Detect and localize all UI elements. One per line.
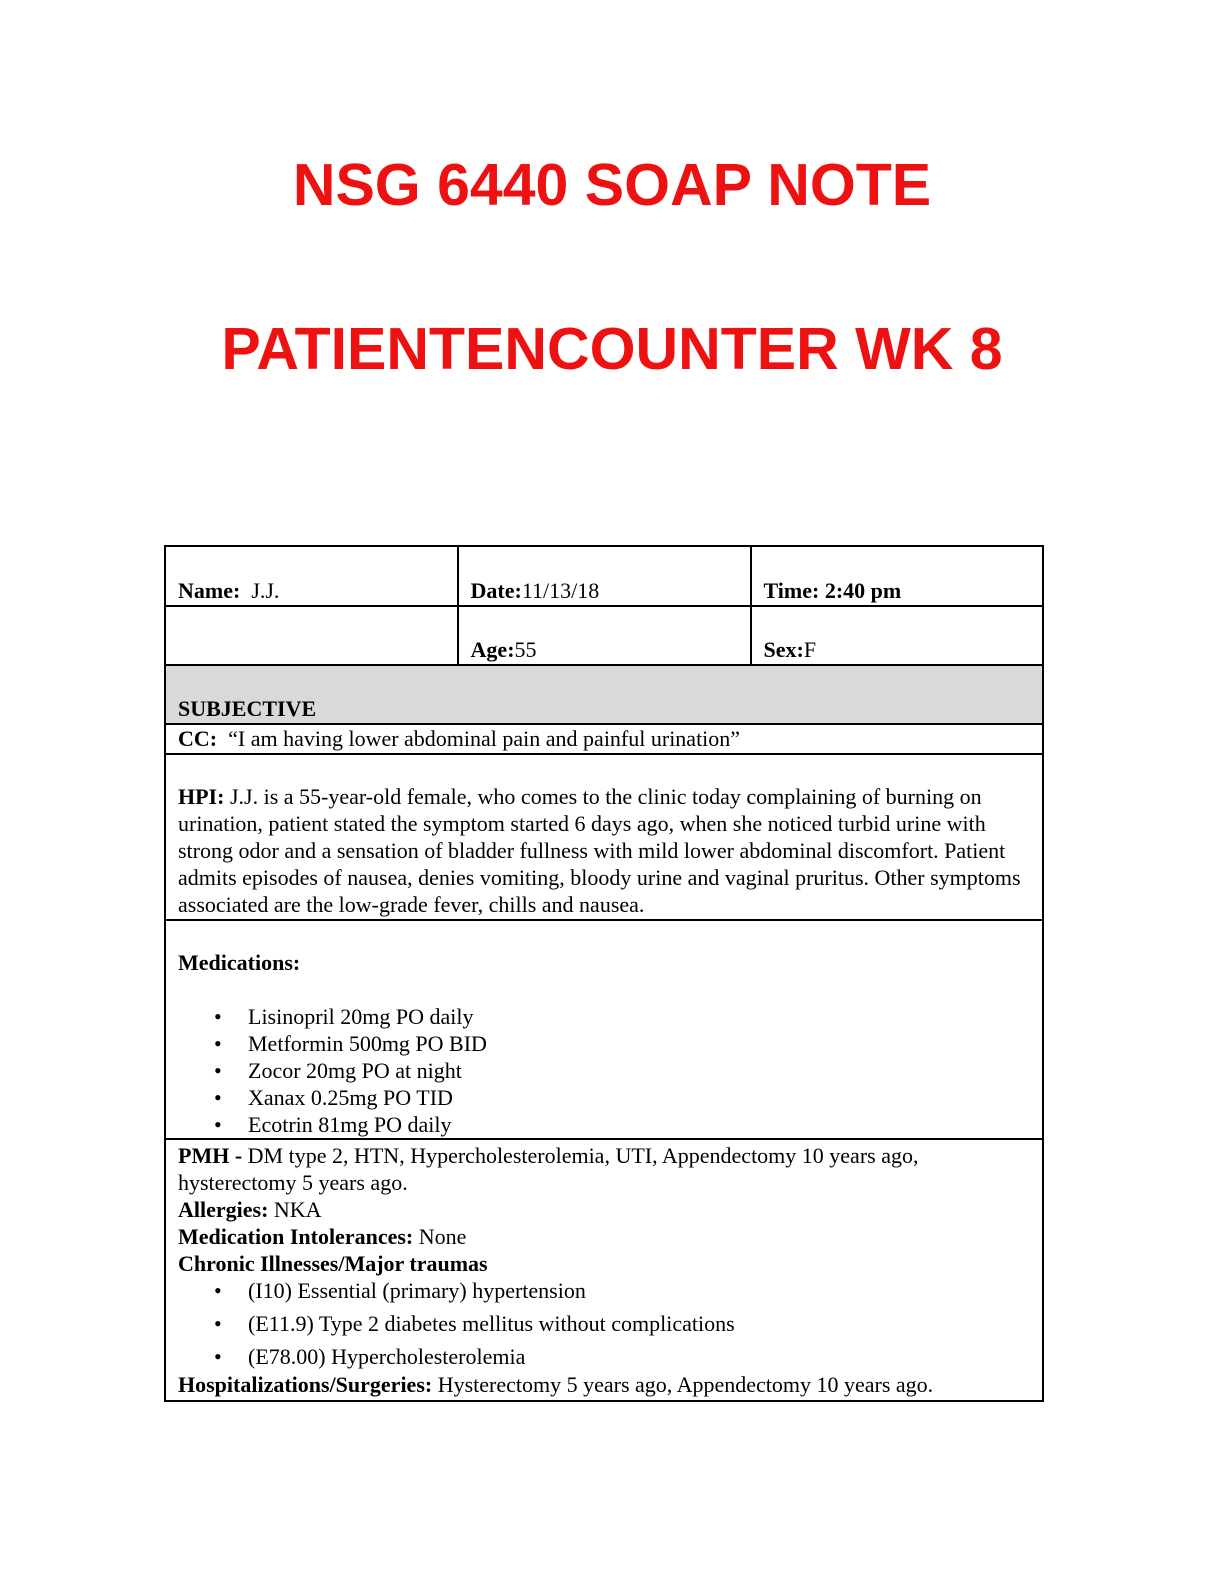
subjective-header-row xyxy=(165,665,1043,724)
list-item: • (E11.9) Type 2 diabetes mellitus without complications xyxy=(178,1310,1030,1343)
allergies-label: Allergies: xyxy=(178,1197,269,1222)
subjective-heading xyxy=(165,665,1043,724)
age-cell xyxy=(458,606,751,665)
history-row xyxy=(165,1139,1043,1401)
list-item: • Lisinopril 20mg PO daily xyxy=(178,1003,1030,1030)
chief-complaint xyxy=(165,724,1043,754)
pmh-line xyxy=(178,1142,1030,1196)
medications-row xyxy=(165,920,1043,1139)
chief-complaint-row xyxy=(165,724,1043,754)
intolerances-line xyxy=(178,1223,1030,1250)
list-item: • Zocor 20mg PO at night xyxy=(178,1057,1030,1084)
cc-text: “I am having lower abdominal pain and painful urination” xyxy=(228,726,741,751)
time-cell xyxy=(751,546,1043,606)
page-title: NSG 6440 SOAP NOTE xyxy=(292,152,932,218)
patient-demographics-row xyxy=(165,606,1043,665)
date-cell xyxy=(458,546,751,606)
allergies-line xyxy=(178,1196,1030,1223)
name-label: Name: xyxy=(178,578,241,603)
name-cell xyxy=(165,546,458,606)
pmh-label: PMH - xyxy=(178,1143,243,1168)
sex-cell xyxy=(751,606,1043,665)
medications-list xyxy=(178,1003,1030,1138)
pmh-text: DM type 2, HTN, Hypercholesterolemia, UTI, Appendectomy 10 years ago, hysterectomy 5 years ago. xyxy=(178,1143,919,1195)
hpi-text: J.J. is a 55-year-old female, who comes to the clinic today complaining of burning on urination, patient stated the symptom started 6 days ago, when she noticed turbid urine with strong odor and a sensation of bladder fullness with mild lower abdominal discomfort. Patient admits episodes of nausea, denies vomiting, bloody urine and vaginal pruritus. Other symptoms associated are the low-grade fever, chills and nausea. xyxy=(178,784,1021,917)
empty-cell xyxy=(165,606,458,665)
medications-label: Medications: xyxy=(178,950,301,975)
patient-sex: F xyxy=(803,637,817,662)
list-item: • (I10) Essential (primary) hypertension xyxy=(178,1277,1030,1310)
allergies-value: NKA xyxy=(273,1197,322,1222)
visit-date: 11/13/18 xyxy=(521,578,600,603)
patient-age: 55 xyxy=(514,637,537,662)
sex-label: Sex: xyxy=(763,637,804,662)
date-label: Date: xyxy=(470,578,522,603)
intolerances-value: None xyxy=(418,1224,467,1249)
list-item: • Xanax 0.25mg PO TID xyxy=(178,1084,1030,1111)
visit-time: Time: 2:40 pm xyxy=(763,578,902,603)
cc-label: CC: xyxy=(178,726,218,751)
hpi-row xyxy=(165,754,1043,920)
patient-name: J.J. xyxy=(251,578,280,603)
hpi xyxy=(165,754,1043,920)
chronic-heading xyxy=(178,1250,1030,1277)
list-item: • Metformin 500mg PO BID xyxy=(178,1030,1030,1057)
history xyxy=(165,1139,1043,1401)
hospitalizations-line xyxy=(178,1371,1030,1398)
patient-info-row xyxy=(165,546,1043,606)
soap-note-table xyxy=(164,545,1044,1402)
medications xyxy=(165,920,1043,1139)
hpi-label: HPI: xyxy=(178,784,225,809)
page-subtitle: PATIENTENCOUNTER WK 8 xyxy=(221,316,1003,382)
list-item: • (E78.00) Hypercholesterolemia xyxy=(178,1343,1030,1371)
hosp-text: Hysterectomy 5 years ago, Appendectomy 10 years ago. xyxy=(437,1372,934,1397)
intolerances-label: Medication Intolerances: xyxy=(178,1224,414,1249)
hosp-label: Hospitalizations/Surgeries: xyxy=(178,1372,433,1397)
chronic-list xyxy=(178,1277,1030,1371)
subjective-heading-text: SUBJECTIVE xyxy=(178,696,317,721)
age-label: Age: xyxy=(470,637,515,662)
list-item: • Ecotrin 81mg PO daily xyxy=(178,1111,1030,1138)
chronic-label: Chronic Illnesses/Major traumas xyxy=(178,1251,488,1276)
